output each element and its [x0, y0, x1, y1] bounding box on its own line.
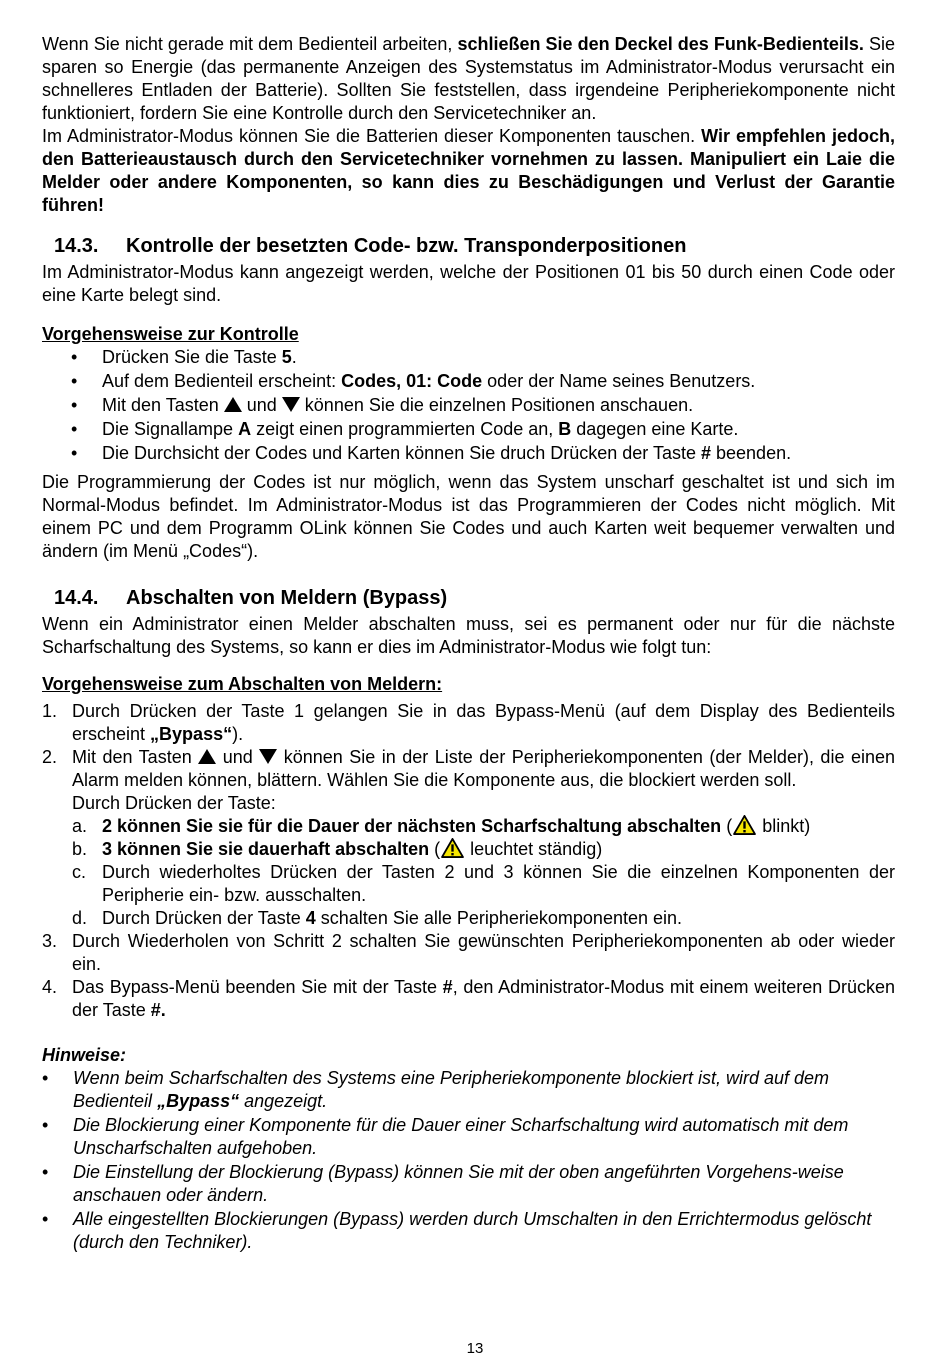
arrow-up-icon [198, 749, 216, 764]
list-item: • Die Einstellung der Blockierung (Bypass) können Sie mit der oben angeführten Vorgehens-weise anschauen oder ändern. [42, 1162, 844, 1205]
section-14-3-after-paragraph: Die Programmierung der Codes ist nur möglich, wenn das System unscharf geschaltet ist und sich im Normal-Modus befindet. Im Administrator-Modus ist das Programmieren der Codes nicht möglich. Mit einem PC und dem Programm OLink können Sie Codes und auch Karten weit bequemer verwalten und ändern (im Menü „Codes“). [42, 472, 895, 561]
notes-title: Hinweise: [42, 1045, 127, 1065]
warning-triangle-icon [440, 838, 465, 858]
arrow-down-icon [282, 397, 300, 412]
list-item: c. Durch wiederholtes Drücken der Tasten 2 und 3 können Sie die einzelnen Komponenten der Peripherie ein- bzw. ausschalten. [72, 862, 895, 905]
procedure-title-control: Vorgehensweise zur Kontrolle [42, 324, 299, 344]
section-heading-14-4: 14.4. Abschalten von Meldern (Bypass) [54, 587, 448, 609]
notes-list [42, 1067, 895, 1254]
list-item: b. 3 können Sie sie dauerhaft abschalten ( leuchtet ständig) [72, 839, 603, 859]
section-heading-14-3: 14.3. Kontrolle der besetzten Code- bzw. Transponderpositionen [54, 235, 687, 257]
procedure-title-bypass: Vorgehensweise zum Abschalten von Meldern: [42, 674, 443, 694]
list-item: 1. Durch Drücken der Taste 1 gelangen Sie in das Bypass-Menü (auf dem Display des Bedienteils erscheint „Bypass“). [42, 701, 895, 744]
intro-paragraph-2: Im Administrator-Modus können Sie die Batterien dieser Komponenten tauschen. Wir empfehlen jedoch, den Batterieaustausch durch den Servicetechniker vornehmen zu lassen. Manipuliert ein Laie die Melder oder andere Komponenten, so kann dies zu Beschädigungen und Verlust der Garantie führen! [42, 126, 895, 215]
arrow-up-icon [224, 397, 242, 412]
bypass-substeps-list [72, 815, 895, 930]
list-item: • Mit den Tasten und können Sie die einzelnen Positionen anschauen. [71, 395, 694, 415]
list-item: • Auf dem Bedienteil erscheint: Codes, 01: Code oder der Name seines Benutzers. [71, 371, 756, 391]
bypass-steps-list [42, 700, 895, 1022]
intro-paragraph-1: Wenn Sie nicht gerade mit dem Bedienteil arbeiten, schließen Sie den Deckel des Funk-Bedienteils. Sie sparen so Energie (das permanente Anzeigen des Systemstatus im Administrator-Modus verursacht ein schnelleres Entladen der Batterie). Sollten Sie feststellen, dass irgendeine Peripheriekomponente nicht funktioniert, fordern Sie eine Kontrolle durch den Servicetechniker an. [42, 34, 895, 123]
list-item: • Die Durchsicht der Codes und Karten können Sie druch Drücken der Taste # beenden. [71, 443, 792, 463]
arrow-down-icon [259, 749, 277, 764]
section-14-4-intro: Wenn ein Administrator einen Melder abschalten muss, sei es permanent oder nur für die nächste Scharfschaltung des Systems, so kann er dies im Administrator-Modus wie folgt tun: [42, 614, 895, 657]
list-item: 4. Das Bypass-Menü beenden Sie mit der Taste #, den Administrator-Modus mit einem weiteren Drücken der Taste #. [42, 977, 895, 1020]
list-item: 3. Durch Wiederholen von Schritt 2 schalten Sie gewünschten Peripheriekomponenten ab oder wieder ein. [42, 931, 895, 974]
control-steps-list [42, 346, 895, 465]
list-item: 2. Mit den Tasten und können Sie in der Liste der Peripheriekomponenten (der Melder), die einen Alarm melden können, blättern. Wählen Sie die Komponente aus, die blockiert werden soll. Durch Drücken der Taste: a. 2 können Sie sie für die Dauer der nächsten Scharfschaltung abschalten ( blinkt) b. 3 können Sie sie dauerhaft abschalten ( leuchtet ständig) c. Durch wiederholtes Drücken der Tasten 2 und 3 können Sie die einzelnen Komponenten der Peripherie ein- bzw. ausschalten. d. Durch Drücken der Taste 4 schalten Sie alle Peripheriekomponenten ein. [42, 747, 895, 928]
section-14-3-intro: Im Administrator-Modus kann angezeigt werden, welche der Positionen 01 bis 50 durch einen Code oder eine Karte belegt sind. [42, 262, 895, 305]
list-item: • Drücken Sie die Taste 5. [71, 347, 297, 367]
list-item: d. Durch Drücken der Taste 4 schalten Sie alle Peripheriekomponenten ein. [72, 908, 683, 928]
page-number: 13 [466, 1340, 484, 1357]
list-item: • Die Blockierung einer Komponente für die Dauer einer Scharfschaltung wird automatisch mit dem Unscharfschalten aufgehoben. [42, 1115, 849, 1158]
notes-block [42, 1044, 895, 1254]
list-item: • Alle eingestellten Blockierungen (Bypass) werden durch Umschalten in den Errichtermodus gelöscht (durch den Techniker). [42, 1209, 872, 1252]
list-item: • Wenn beim Scharfschalten des Systems eine Peripheriekomponente blockiert ist, wird auf dem Bedienteil „Bypass“ angezeigt. [42, 1068, 830, 1111]
list-item: • Die Signallampe A zeigt einen programmierten Code an, B dagegen eine Karte. [71, 419, 739, 439]
list-item: a. 2 können Sie sie für die Dauer der nächsten Scharfschaltung abschalten ( blinkt) [72, 816, 811, 836]
warning-triangle-icon [732, 815, 757, 835]
